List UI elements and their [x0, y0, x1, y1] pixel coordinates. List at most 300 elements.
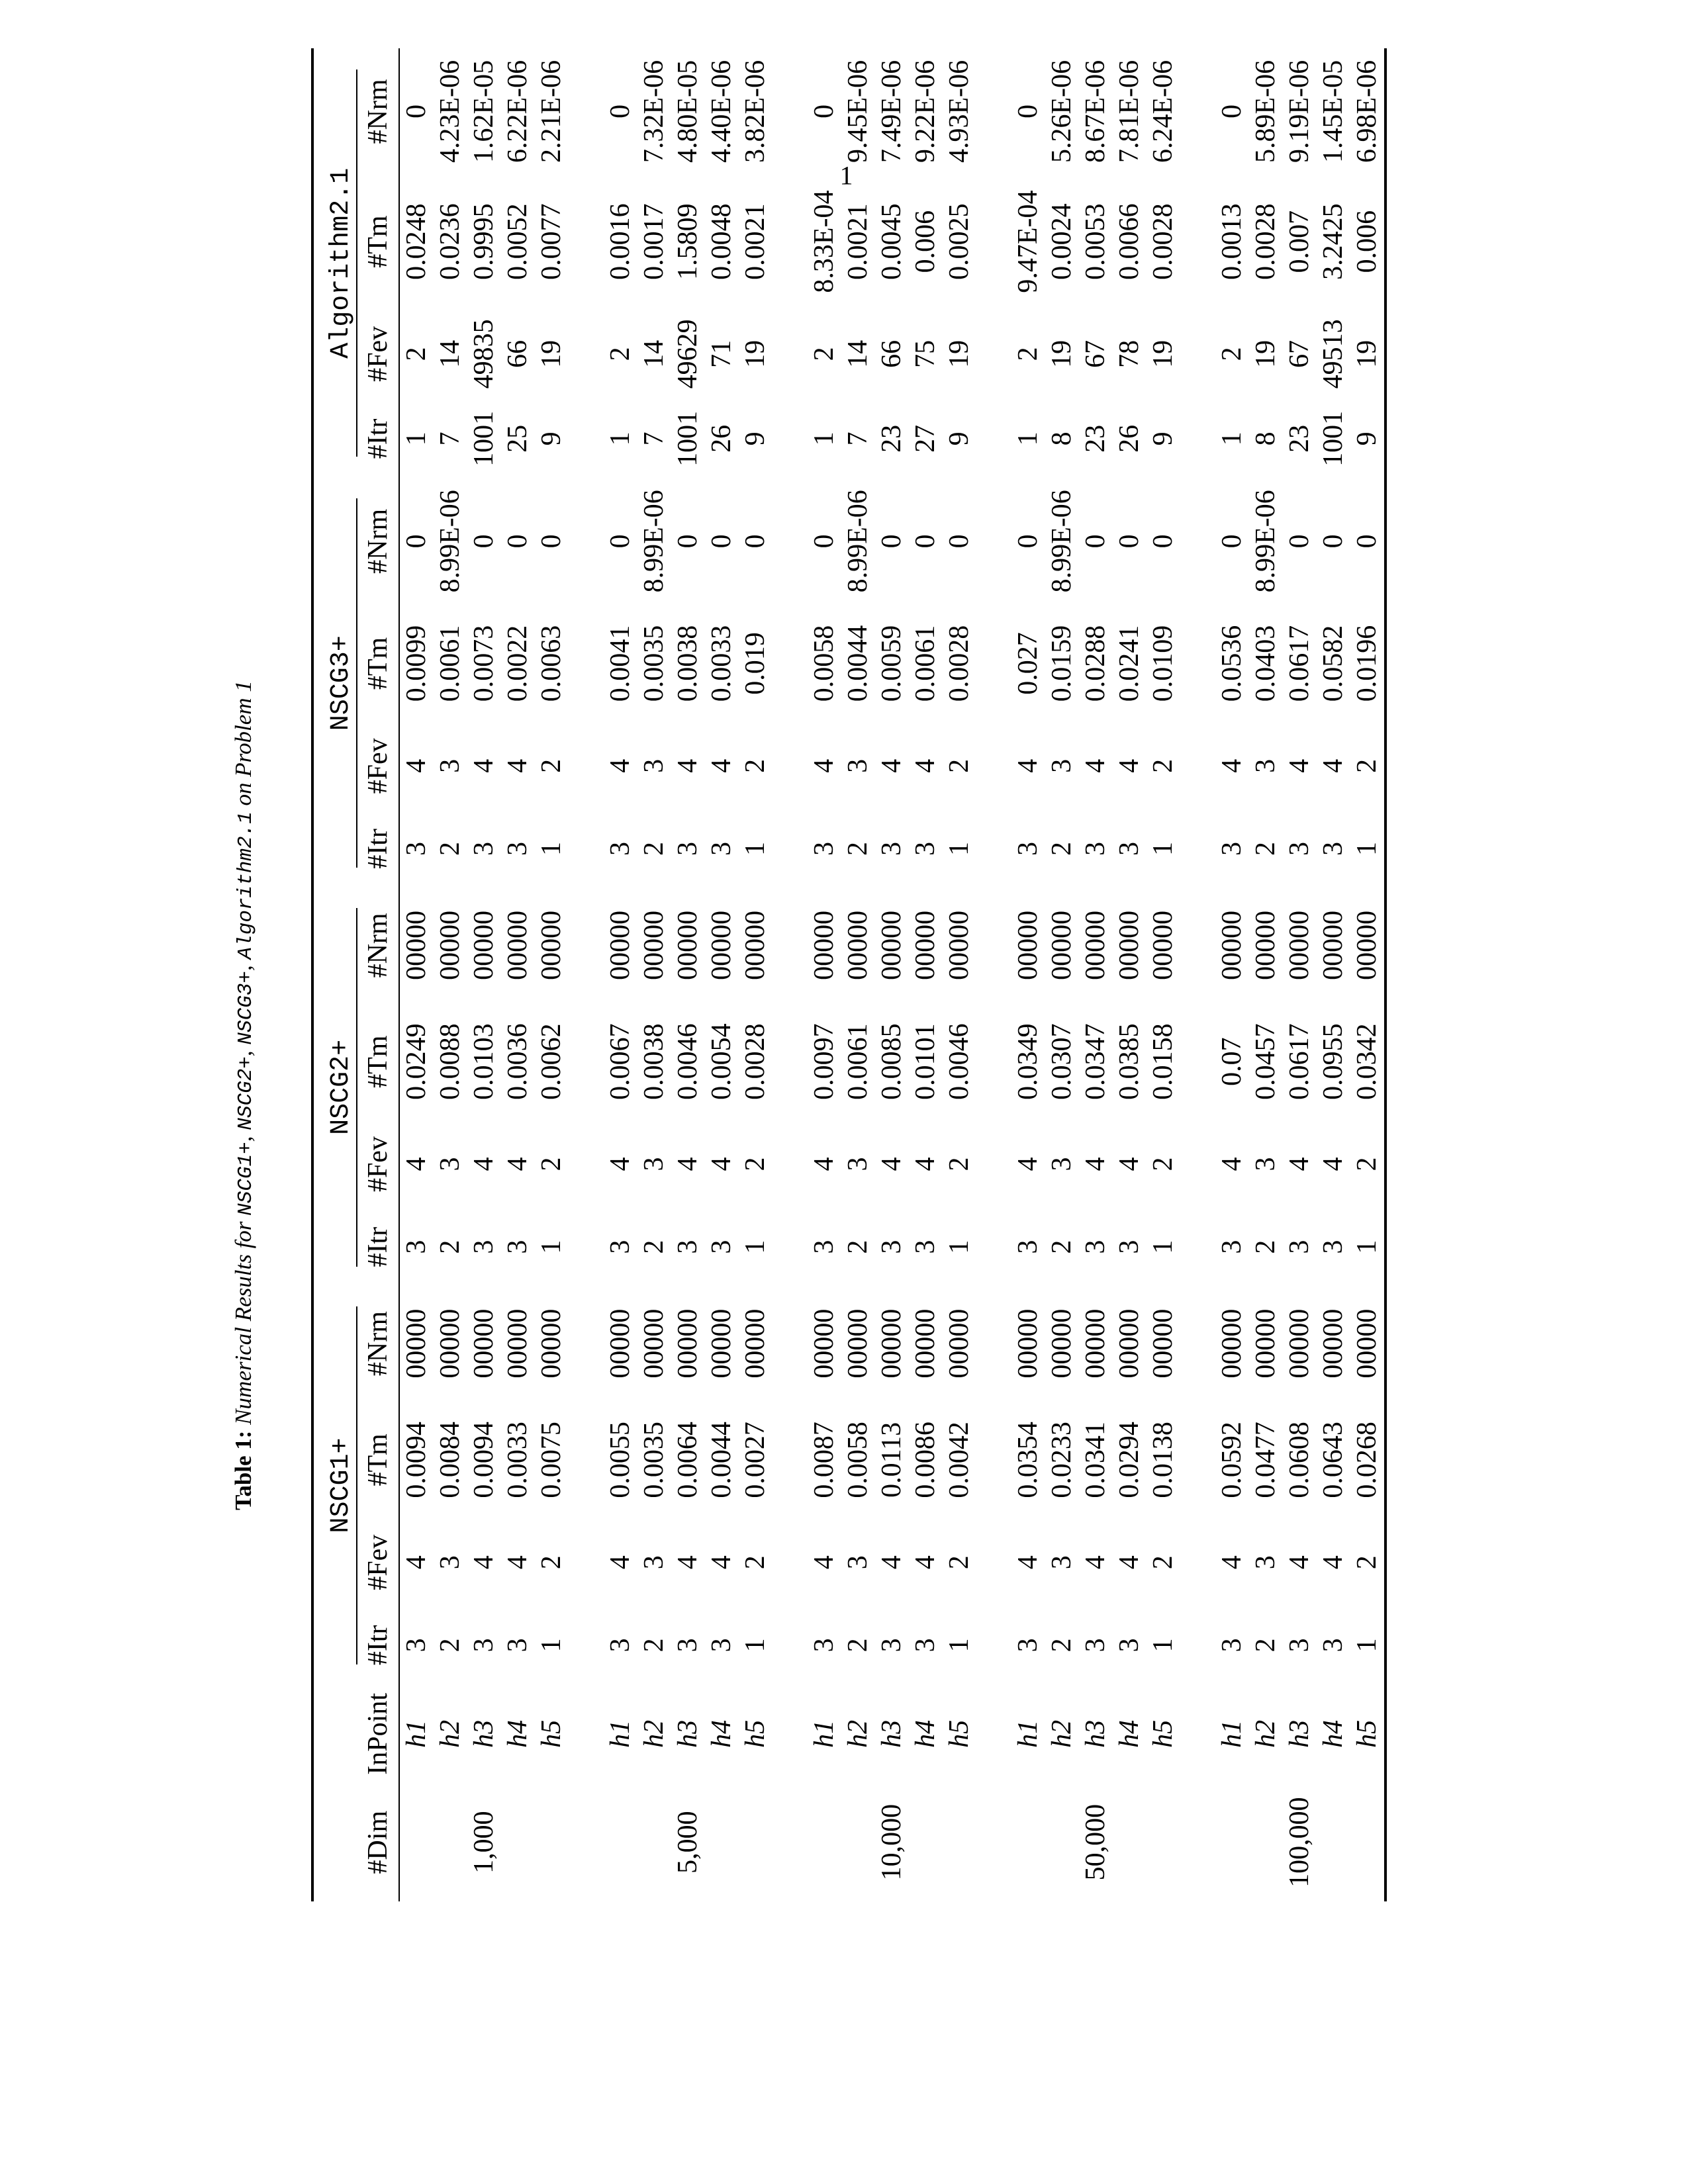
- nscg2-nrm-cell: 00000: [944, 910, 974, 980]
- nscg2-itr-cell: 3: [876, 1240, 907, 1254]
- inpoint-cell: h2: [1250, 1719, 1281, 1748]
- inpoint-cell: h2: [843, 1719, 873, 1748]
- nscg2-tm-cell: 0.07: [1217, 1037, 1247, 1086]
- nscg1-fev-cell: 2: [740, 1555, 771, 1570]
- spacer-cell: [1180, 48, 1215, 1901]
- nscg3-nrm-cell: 0: [910, 534, 941, 549]
- alg21-tm-cell: 0.0021: [740, 203, 771, 280]
- nscg2-itr-cell: 3: [469, 1240, 499, 1254]
- dim-cell: [399, 1783, 434, 1901]
- nscg2-tm-cell: 0.0067: [605, 1023, 635, 1100]
- dim-cell: [1317, 1783, 1350, 1901]
- alg21-nrm-cell: 6.98E-06: [1350, 48, 1385, 175]
- alg21-tm-cell: 0.0028: [1250, 203, 1281, 280]
- nscg1-itr-cell: 3: [706, 1638, 737, 1653]
- nscg3-fev-cell: 4: [673, 758, 703, 773]
- nscg2-fev-cell: 2: [1148, 1157, 1178, 1171]
- nscg1-nrm-cell: 00000: [740, 1308, 771, 1379]
- nscg1-fev-cell: 4: [706, 1555, 737, 1570]
- column-header-fev: #Fev: [357, 1519, 399, 1606]
- alg21-tm-cell: 0.006: [1350, 175, 1385, 309]
- nscg1-nrm-cell: 00000: [1114, 1308, 1145, 1379]
- alg21-fev-cell: 67: [1284, 340, 1315, 368]
- nscg2-itr-cell: 2: [1250, 1240, 1281, 1254]
- nscg3-fev-cell: 2: [944, 758, 974, 773]
- block-spacer: [976, 48, 1011, 1901]
- alg21-itr-cell: 1: [1217, 432, 1247, 446]
- nscg2-nrm-cell: 00000: [843, 910, 873, 980]
- alg21-itr-cell: 26: [1114, 424, 1145, 453]
- column-header-nrm: #Nrm: [357, 478, 399, 604]
- nscg2-fev-cell: 3: [1250, 1157, 1281, 1171]
- nscg1-fev-cell: 3: [1250, 1555, 1281, 1570]
- caption-text-prefix: Numerical Results for: [230, 1221, 256, 1425]
- alg21-nrm-cell: 5.26E-06: [1047, 60, 1077, 163]
- table-row: [434, 48, 467, 1901]
- alg21-nrm-cell: 3.82E-06: [740, 60, 771, 163]
- nscg2-fev-cell: 4: [876, 1157, 907, 1171]
- nscg3-itr-cell: 3: [1318, 841, 1348, 856]
- column-header-row: [357, 48, 399, 1901]
- alg21-nrm-cell: 9.22E-06: [910, 60, 941, 163]
- nscg1-nrm-cell: 00000: [469, 1308, 499, 1379]
- inpoint-cell: h5: [1148, 1719, 1178, 1748]
- nscg1-itr-cell: 2: [639, 1638, 669, 1653]
- nscg2-itr-cell: 1: [1350, 1208, 1385, 1287]
- alg21-tm-cell: 0.0045: [876, 203, 907, 280]
- table-row: [1283, 48, 1317, 1901]
- alg21-fev-cell: 66: [876, 340, 907, 368]
- nscg3-nrm-cell: 0: [605, 534, 635, 549]
- alg21-itr-cell: 23: [1080, 424, 1111, 453]
- inpoint-cell: h3: [876, 1719, 907, 1748]
- nscg1-fev-cell: 2: [1148, 1555, 1178, 1570]
- nscg3-tm-cell: 0.0403: [1250, 625, 1281, 702]
- group-header-row: [312, 48, 357, 1901]
- alg21-fev-cell: 49835: [469, 319, 499, 389]
- nscg1-tm-cell: 0.0058: [843, 1422, 873, 1498]
- nscg1-itr-cell: 3: [1217, 1638, 1247, 1653]
- table-row: [671, 48, 705, 1901]
- table-row: [467, 48, 501, 1901]
- alg21-fev-cell: 49513: [1318, 319, 1348, 389]
- dim-cell: 100,000: [1284, 1797, 1315, 1888]
- nscg2-nrm-cell: 00000: [1318, 910, 1348, 980]
- nscg1-itr-cell: 1: [536, 1638, 567, 1653]
- nscg2-itr-cell: 2: [639, 1240, 669, 1254]
- nscg3-nrm-cell: 0: [1114, 534, 1145, 549]
- nscg1-nrm-cell: 00000: [1080, 1308, 1111, 1379]
- nscg1-tm-cell: 0.0643: [1318, 1422, 1348, 1498]
- dim-cell: [841, 1783, 875, 1901]
- inpoint-cell: h3: [469, 1719, 499, 1748]
- nscg1-itr-cell: 3: [401, 1638, 432, 1653]
- alg21-nrm-cell: 7.81E-06: [1114, 60, 1145, 163]
- nscg2-fev-cell: 4: [1318, 1157, 1348, 1171]
- nscg1-fev-cell: 4: [876, 1555, 907, 1570]
- alg21-tm-cell: 0.0016: [605, 203, 635, 280]
- nscg2-tm-cell: 0.0097: [809, 1023, 839, 1100]
- results-table: [311, 48, 1387, 1901]
- alg21-fev-cell: 75: [910, 340, 941, 368]
- caption-text-suffix: on Problem 1: [230, 680, 256, 806]
- nscg3-itr-cell: 3: [809, 841, 839, 856]
- nscg2-nrm-cell: 00000: [639, 910, 669, 980]
- inpoint-cell: h5: [536, 1719, 567, 1748]
- alg21-itr-cell: 9: [536, 432, 567, 446]
- inpoint-cell: h3: [1080, 1719, 1111, 1748]
- nscg1-tm-cell: 0.0094: [469, 1422, 499, 1498]
- nscg3-tm-cell: 0.0582: [1318, 625, 1348, 702]
- nscg2-nrm-cell: 00000: [1080, 910, 1111, 980]
- dim-cell: [808, 1783, 841, 1901]
- nscg1-fev-cell: 4: [502, 1555, 533, 1570]
- nscg3-nrm-cell: 0: [673, 534, 703, 549]
- nscg2-nrm-cell: 00000: [1217, 910, 1247, 980]
- nscg3-tm-cell: 0.0044: [843, 625, 873, 702]
- alg21-tm-cell: 0.0028: [1148, 203, 1178, 280]
- caption-method-4: Algorithm2.1: [234, 811, 258, 960]
- nscg2-fev-cell: 4: [1284, 1157, 1315, 1171]
- inpoint-cell: h1: [1013, 1719, 1043, 1748]
- nscg3-itr-cell: 2: [639, 841, 669, 856]
- nscg1-fev-cell: 3: [843, 1555, 873, 1570]
- nscg2-nrm-cell: 00000: [809, 910, 839, 980]
- nscg3-nrm-cell: 0: [469, 534, 499, 549]
- dim-cell: [1215, 1783, 1249, 1901]
- nscg2-fev-cell: 3: [435, 1157, 465, 1171]
- dim-cell: [1350, 1783, 1385, 1901]
- nscg3-tm-cell: 0.0028: [944, 625, 974, 702]
- nscg2-nrm-cell: 00000: [910, 910, 941, 980]
- nscg3-nrm-cell: 0: [1148, 534, 1178, 549]
- table-row: [739, 48, 773, 1901]
- nscg2-nrm-cell: 00000: [1047, 910, 1077, 980]
- alg21-itr-cell: 1001: [1318, 410, 1348, 467]
- nscg1-itr-cell: 3: [469, 1638, 499, 1653]
- nscg1-nrm-cell: 00000: [1217, 1308, 1247, 1379]
- nscg3-tm-cell: 0.0061: [435, 625, 465, 702]
- nscg2-tm-cell: 0.0457: [1250, 1023, 1281, 1100]
- nscg1-tm-cell: 0.0233: [1047, 1422, 1077, 1498]
- nscg3-itr-cell: 3: [1284, 841, 1315, 856]
- alg21-itr-cell: 1: [809, 432, 839, 446]
- nscg1-fev-cell: 4: [1114, 1555, 1145, 1570]
- column-header-tm: #Tm: [357, 175, 399, 309]
- alg21-fev-cell: 14: [435, 340, 465, 368]
- nscg1-itr-cell: 2: [1047, 1638, 1077, 1653]
- nscg3-nrm-cell: 8.99E-06: [1047, 490, 1077, 593]
- nscg1-itr-cell: 2: [843, 1638, 873, 1653]
- nscg1-tm-cell: 0.0113: [876, 1422, 907, 1498]
- alg21-fev-cell: 2: [809, 347, 839, 361]
- nscg3-tm-cell: 0.0059: [876, 625, 907, 702]
- nscg3-tm-cell: 0.0061: [910, 625, 941, 702]
- nscg2-tm-cell: 0.0054: [706, 1023, 737, 1100]
- nscg3-fev-cell: 4: [1013, 758, 1043, 773]
- alg21-nrm-cell: 0: [401, 104, 432, 118]
- nscg1-tm-cell: 0.0027: [740, 1422, 771, 1498]
- alg21-itr-cell: 9: [740, 432, 771, 446]
- nscg2-itr-cell: 3: [910, 1240, 941, 1254]
- nscg2-nrm-cell: 00000: [536, 910, 567, 980]
- nscg2-fev-cell: 4: [605, 1157, 635, 1171]
- alg21-fev-cell: 19: [1148, 340, 1178, 368]
- inpoint-cell: h2: [639, 1719, 669, 1748]
- nscg2-tm-cell: 0.0103: [469, 1023, 499, 1100]
- nscg3-nrm-cell: 8.99E-06: [639, 490, 669, 593]
- inpoint-cell: h1: [401, 1719, 432, 1748]
- group-header-algorithm21: Algorithm2.1: [312, 48, 357, 478]
- nscg3-itr-cell: 3: [910, 841, 941, 856]
- column-header-tm: #Tm: [357, 1400, 399, 1519]
- inpoint-cell: h5: [944, 1719, 974, 1748]
- alg21-fev-cell: 14: [639, 340, 669, 368]
- nscg3-itr-cell: 1: [536, 841, 567, 856]
- nscg1-tm-cell: 0.0084: [435, 1422, 465, 1498]
- nscg3-tm-cell: 0.0038: [673, 625, 703, 702]
- nscg3-itr-cell: 3: [401, 841, 432, 856]
- table-body: [399, 48, 1385, 1901]
- nscg1-itr-cell: 3: [1318, 1638, 1348, 1653]
- inpoint-cell: h4: [910, 1719, 941, 1748]
- nscg1-fev-cell: 4: [1284, 1555, 1315, 1570]
- nscg2-fev-cell: 4: [1080, 1157, 1111, 1171]
- alg21-fev-cell: 2: [401, 347, 432, 361]
- alg21-tm-cell: 0.0053: [1080, 203, 1111, 280]
- nscg2-fev-cell: 4: [401, 1157, 432, 1171]
- nscg2-nrm-cell: 00000: [1250, 910, 1281, 980]
- column-header-fev: #Fev: [357, 723, 399, 809]
- alg21-fev-cell: 19: [1250, 340, 1281, 368]
- nscg1-nrm-cell: 00000: [706, 1308, 737, 1379]
- alg21-nrm-cell: 1.62E-05: [469, 60, 499, 163]
- alg21-tm-cell: 0.0066: [1114, 203, 1145, 280]
- alg21-fev-cell: 49629: [673, 319, 703, 389]
- nscg2-tm-cell: 0.0038: [639, 1023, 669, 1100]
- alg21-itr-cell: 7: [843, 432, 873, 446]
- nscg3-itr-cell: 3: [469, 841, 499, 856]
- nscg3-itr-cell: 1: [1350, 809, 1385, 888]
- nscg3-itr-cell: 1: [944, 841, 974, 856]
- dim-cell: [943, 1783, 976, 1901]
- inpoint-cell: h4: [706, 1719, 737, 1748]
- nscg1-tm-cell: 0.0592: [1217, 1422, 1247, 1498]
- nscg3-nrm-cell: 0: [944, 534, 974, 549]
- nscg3-itr-cell: 2: [1047, 841, 1077, 856]
- table-row: [399, 48, 434, 1901]
- alg21-nrm-cell: 0: [809, 104, 839, 118]
- nscg3-tm-cell: 0.0099: [401, 625, 432, 702]
- nscg3-nrm-cell: 0: [706, 534, 737, 549]
- nscg2-tm-cell: 0.0349: [1013, 1023, 1043, 1100]
- column-header-fev: #Fev: [357, 1121, 399, 1208]
- alg21-fev-cell: 2: [1013, 347, 1043, 361]
- nscg2-fev-cell: 4: [502, 1157, 533, 1171]
- table-row: [1147, 48, 1180, 1901]
- nscg3-fev-cell: 4: [706, 758, 737, 773]
- nscg3-tm-cell: 0.0058: [809, 625, 839, 702]
- nscg2-tm-cell: 0.0062: [536, 1023, 567, 1100]
- nscg1-tm-cell: 0.0354: [1013, 1422, 1043, 1498]
- nscg3-itr-cell: 2: [1250, 841, 1281, 856]
- nscg2-fev-cell: 2: [740, 1157, 771, 1171]
- nscg1-nrm-cell: 00000: [1350, 1287, 1385, 1401]
- nscg3-itr-cell: 3: [1114, 841, 1145, 856]
- nscg2-fev-cell: 4: [1114, 1157, 1145, 1171]
- alg21-fev-cell: 19: [944, 340, 974, 368]
- nscg1-nrm-cell: 00000: [843, 1308, 873, 1379]
- nscg2-tm-cell: 0.0046: [944, 1023, 974, 1100]
- alg21-nrm-cell: 4.23E-06: [435, 60, 465, 163]
- nscg1-fev-cell: 4: [605, 1555, 635, 1570]
- nscg3-nrm-cell: 8.99E-06: [843, 490, 873, 593]
- table-caption: Table 1: Numerical Results for NSCG1+, NSCG2+, NSCG3+, Algorithm2.1 on Problem 1: [230, 680, 258, 1510]
- alg21-fev-cell: 67: [1080, 340, 1111, 368]
- nscg1-tm-cell: 0.0094: [401, 1422, 432, 1498]
- nscg3-nrm-cell: 0: [1217, 534, 1247, 549]
- nscg2-tm-cell: 0.0088: [435, 1023, 465, 1100]
- alg21-fev-cell: 19: [536, 340, 567, 368]
- nscg2-itr-cell: 3: [502, 1240, 533, 1254]
- alg21-tm-cell: 0.0024: [1047, 203, 1077, 280]
- nscg3-tm-cell: 0.0035: [639, 625, 669, 702]
- nscg2-nrm-cell: 00000: [1284, 910, 1315, 980]
- nscg3-fev-cell: 4: [1217, 758, 1247, 773]
- alg21-tm-cell: 3.2425: [1318, 203, 1348, 280]
- nscg3-tm-cell: 0.0536: [1217, 625, 1247, 702]
- nscg1-fev-cell: 2: [944, 1555, 974, 1570]
- nscg1-tm-cell: 0.0341: [1080, 1422, 1111, 1498]
- nscg1-itr-cell: 1: [1148, 1638, 1178, 1653]
- alg21-itr-cell: 1001: [469, 410, 499, 467]
- alg21-fev-cell: 71: [706, 340, 737, 368]
- nscg1-fev-cell: 4: [910, 1555, 941, 1570]
- nscg1-fev-cell: 4: [1013, 1555, 1043, 1570]
- nscg3-nrm-cell: 0: [401, 534, 432, 549]
- nscg3-itr-cell: 3: [1217, 841, 1247, 856]
- alg21-itr-cell: 7: [639, 432, 669, 446]
- nscg3-fev-cell: 3: [843, 758, 873, 773]
- nscg2-itr-cell: 3: [1318, 1240, 1348, 1254]
- alg21-itr-cell: 9: [1148, 432, 1178, 446]
- nscg3-nrm-cell: 0: [809, 534, 839, 549]
- nscg3-nrm-cell: 8.99E-06: [435, 490, 465, 593]
- nscg3-itr-cell: 2: [435, 841, 465, 856]
- alg21-tm-cell: 1.5809: [673, 203, 703, 280]
- alg21-nrm-cell: 4.93E-06: [944, 60, 974, 163]
- nscg2-tm-cell: 0.0061: [843, 1023, 873, 1100]
- nscg1-itr-cell: 3: [1080, 1638, 1111, 1653]
- nscg1-itr-cell: 3: [1013, 1638, 1043, 1653]
- nscg3-itr-cell: 3: [605, 841, 635, 856]
- alg21-tm-cell: 0.007: [1284, 210, 1315, 273]
- dim-cell: 10,000: [876, 1803, 907, 1881]
- nscg1-nrm-cell: 00000: [605, 1308, 635, 1379]
- nscg2-itr-cell: 1: [536, 1240, 567, 1254]
- alg21-nrm-cell: 5.89E-06: [1250, 60, 1281, 163]
- nscg3-nrm-cell: 0: [502, 534, 533, 549]
- alg21-itr-cell: 23: [1284, 424, 1315, 453]
- table-row: [1113, 48, 1147, 1901]
- inpoint-cell: h4: [1318, 1719, 1348, 1748]
- inpoint-cell: h1: [1217, 1719, 1247, 1748]
- nscg1-nrm-cell: 00000: [1250, 1308, 1281, 1379]
- dim-cell: [1011, 1783, 1045, 1901]
- dim-cell: [604, 1783, 637, 1901]
- alg21-itr-cell: 8: [1250, 432, 1281, 446]
- nscg3-fev-cell: 3: [639, 758, 669, 773]
- alg21-itr-cell: 7: [435, 432, 465, 446]
- nscg1-nrm-cell: 00000: [673, 1308, 703, 1379]
- nscg2-tm-cell: 0.0617: [1284, 1023, 1315, 1100]
- nscg3-fev-cell: 4: [1080, 758, 1111, 773]
- nscg2-fev-cell: 3: [843, 1157, 873, 1171]
- alg21-fev-cell: 14: [843, 340, 873, 368]
- alg21-nrm-cell: 9.45E-06: [843, 60, 873, 163]
- nscg2-itr-cell: 3: [1080, 1240, 1111, 1254]
- nscg3-fev-cell: 2: [536, 758, 567, 773]
- alg21-tm-cell: 8.33E-04: [809, 190, 839, 293]
- nscg3-fev-cell: 4: [910, 758, 941, 773]
- nscg1-tm-cell: 0.0268: [1350, 1400, 1385, 1519]
- nscg1-nrm-cell: 00000: [1284, 1308, 1315, 1379]
- block-spacer: [1180, 48, 1215, 1901]
- page-number: 1: [839, 160, 853, 191]
- column-header-itr: #Itr: [357, 1208, 399, 1287]
- spacer-cell: [569, 48, 604, 1901]
- alg21-tm-cell: 0.0021: [843, 203, 873, 280]
- nscg3-fev-cell: 4: [1284, 758, 1315, 773]
- table-row: [705, 48, 739, 1901]
- nscg2-fev-cell: 3: [639, 1157, 669, 1171]
- alg21-tm-cell: 9.47E-04: [1013, 190, 1043, 293]
- dim-cell: [434, 1783, 467, 1901]
- nscg1-itr-cell: 2: [1250, 1638, 1281, 1653]
- dim-cell: 1,000: [469, 1811, 499, 1874]
- nscg3-nrm-cell: 0: [1350, 478, 1385, 604]
- alg21-itr-cell: 1: [605, 432, 635, 446]
- header-spacer: [312, 1684, 357, 1783]
- inpoint-cell: h1: [605, 1719, 635, 1748]
- alg21-nrm-cell: 0: [1013, 104, 1043, 118]
- nscg1-tm-cell: 0.0055: [605, 1422, 635, 1498]
- nscg2-nrm-cell: 00000: [435, 910, 465, 980]
- nscg2-tm-cell: 0.0385: [1114, 1023, 1145, 1100]
- nscg1-nrm-cell: 00000: [910, 1308, 941, 1379]
- alg21-nrm-cell: 2.21E-06: [536, 60, 567, 163]
- nscg3-tm-cell: 0.0288: [1080, 625, 1111, 702]
- alg21-itr-cell: 1001: [673, 410, 703, 467]
- nscg3-itr-cell: 1: [740, 841, 771, 856]
- alg21-nrm-cell: 4.40E-06: [706, 60, 737, 163]
- nscg1-nrm-cell: 00000: [502, 1308, 533, 1379]
- inpoint-cell: h3: [673, 1719, 703, 1748]
- caption-method-1: NSCG1+: [234, 1142, 258, 1216]
- alg21-itr-cell: 26: [706, 424, 737, 453]
- nscg2-nrm-cell: 00000: [673, 910, 703, 980]
- inpoint-cell: h2: [435, 1719, 465, 1748]
- dim-cell: 5,000: [673, 1811, 703, 1874]
- nscg2-itr-cell: 3: [809, 1240, 839, 1254]
- column-header-nrm: #Nrm: [357, 1287, 399, 1401]
- nscg2-fev-cell: 4: [1217, 1157, 1247, 1171]
- alg21-tm-cell: 0.0236: [435, 203, 465, 280]
- alg21-itr-cell: 27: [910, 424, 941, 453]
- nscg2-nrm-cell: 00000: [605, 910, 635, 980]
- nscg2-tm-cell: 0.0249: [401, 1023, 432, 1100]
- alg21-tm-cell: 0.9995: [469, 203, 499, 280]
